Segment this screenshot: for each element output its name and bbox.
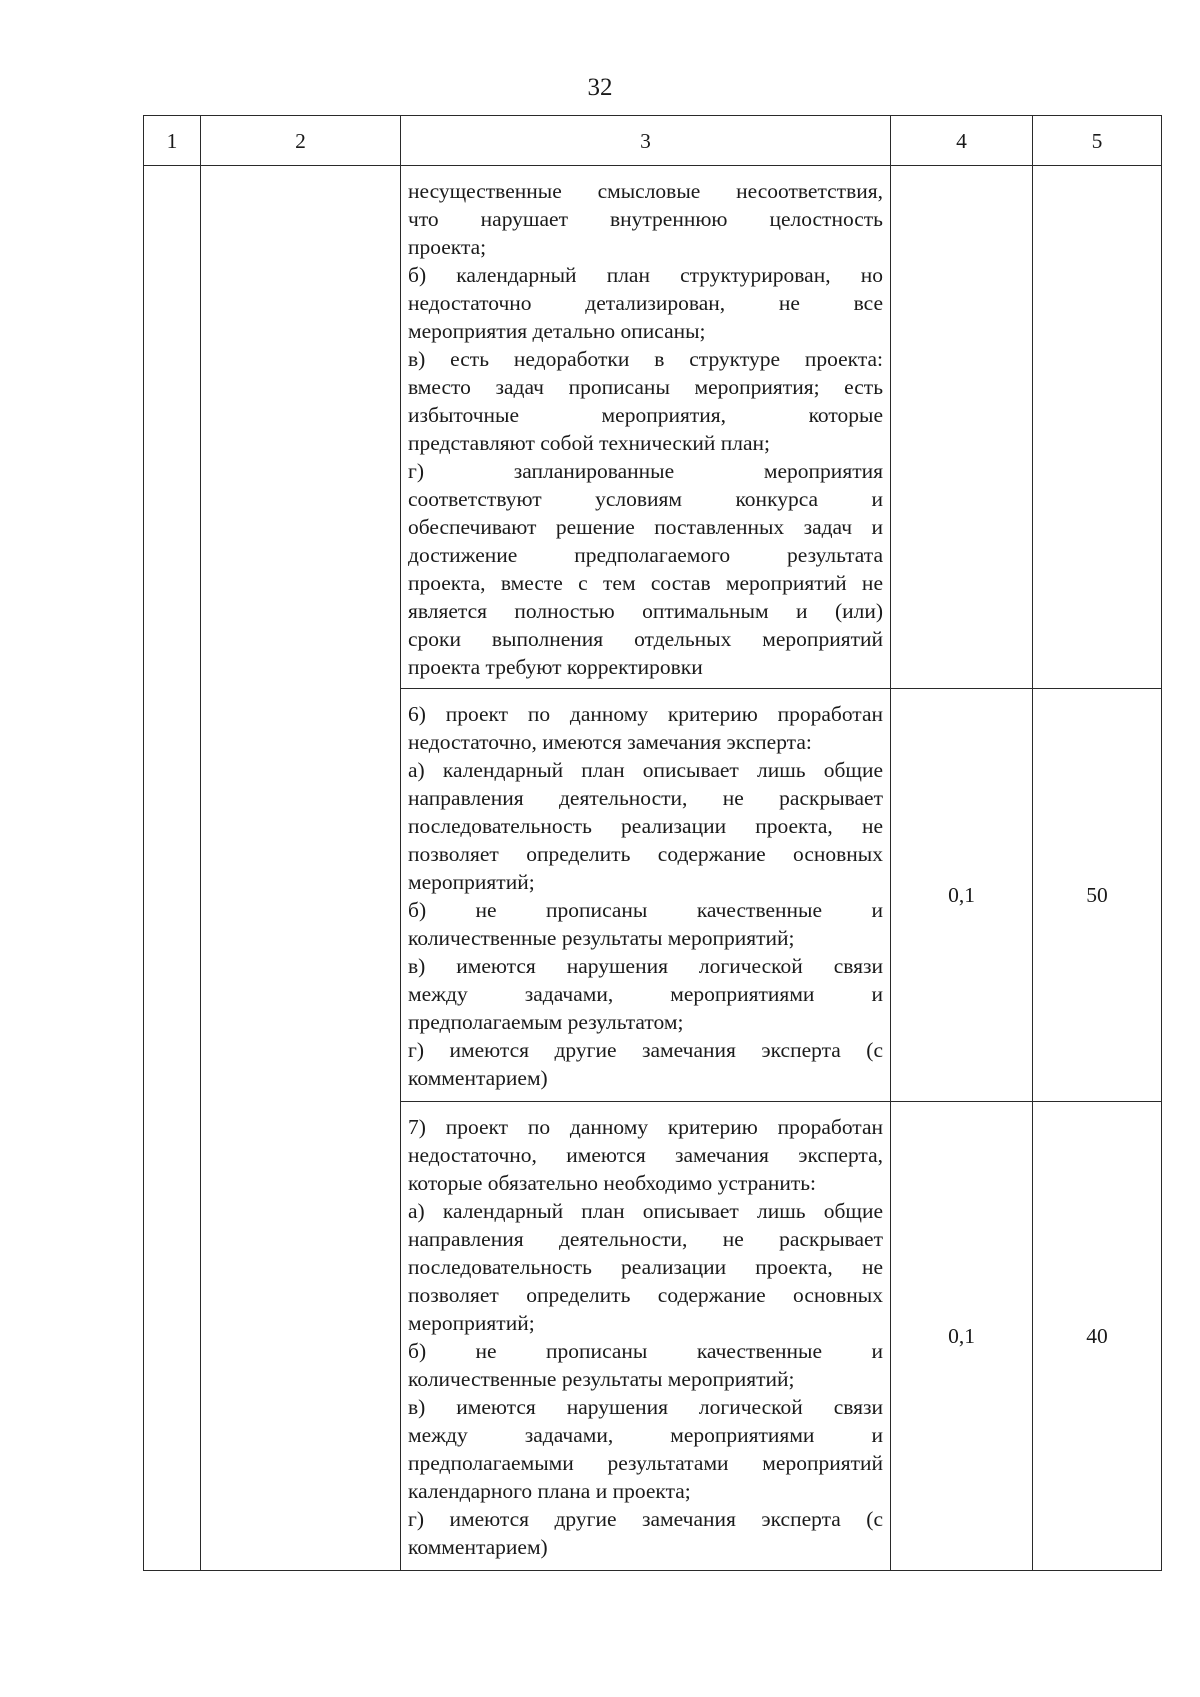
description-word: прописаны xyxy=(546,1339,648,1363)
description-line: предполагаемым результатом; xyxy=(408,1010,684,1034)
description-word: между xyxy=(408,982,468,1006)
description-word: условиям xyxy=(595,487,683,511)
description-line: что нарушает внутреннюю целостность xyxy=(408,207,883,231)
description-line xyxy=(408,896,883,924)
score-cell: 40 xyxy=(1033,1102,1162,1571)
description-line xyxy=(408,1337,883,1365)
description-line: г) имеются другие замечания эксперта (с xyxy=(408,1507,883,1531)
description-line: достижение предполагаемого результата xyxy=(408,543,883,567)
criterion-description xyxy=(401,689,891,1102)
description-line: комментарием) xyxy=(408,1535,548,1559)
description-line: в) имеются нарушения логической связи xyxy=(408,954,883,978)
description-line: 6) проект по данному критерию проработан xyxy=(408,702,883,726)
description-word: запланированные xyxy=(513,459,675,483)
description-line: предполагаемыми результатами мероприятий xyxy=(408,1451,883,1475)
coefficient-cell: 0,1 xyxy=(891,1102,1033,1571)
criterion-description xyxy=(401,166,891,689)
description-word: которые xyxy=(808,403,883,427)
description-word: мероприятия, xyxy=(601,403,727,427)
description-line: 7) проект по данному критерию проработан xyxy=(408,1115,883,1139)
description-word: соответствуют xyxy=(408,487,542,511)
description-line: которые обязательно необходимо устранить: xyxy=(408,1171,817,1195)
description-line: проекта, вместе с тем состав мероприятий не xyxy=(408,571,883,595)
description-line: недостаточно детализирован, не все xyxy=(408,291,883,315)
description-line: представляют собой технический план; xyxy=(408,431,771,455)
description-line: направления деятельности, не раскрывает xyxy=(408,786,883,810)
description-line xyxy=(408,401,883,429)
description-word: и xyxy=(871,1423,883,1447)
description-line: календарного плана и проекта; xyxy=(408,1479,691,1503)
description-word: мероприятия xyxy=(763,459,883,483)
description-word: не xyxy=(475,898,497,922)
criterion-description xyxy=(401,1102,891,1571)
description-line: вместо задач прописаны мероприятия; есть xyxy=(408,375,883,399)
description-line: обеспечивают решение поставленных задач и xyxy=(408,515,883,539)
description-word: г) xyxy=(408,459,424,483)
description-line: количественные результаты мероприятий; xyxy=(408,1367,795,1391)
description-word: б) xyxy=(408,1339,427,1363)
description-line: позволяет определить содержание основных xyxy=(408,1283,883,1307)
description-line: недостаточно, имеются замечания эксперта: xyxy=(408,730,812,754)
description-word: задачами, xyxy=(524,982,614,1006)
description-line xyxy=(408,485,883,513)
description-line: последовательность реализации проекта, не xyxy=(408,814,883,838)
description-line: несущественные смысловые несоответствия, xyxy=(408,179,883,203)
header-cell-4: 4 xyxy=(891,116,1033,166)
description-line: б) календарный план структурирован, но xyxy=(408,263,883,287)
description-word: качественные xyxy=(696,898,823,922)
description-line: а) календарный план описывает лишь общие xyxy=(408,758,883,782)
description-word: качественные xyxy=(696,1339,823,1363)
description-line xyxy=(408,1421,883,1449)
header-cell-5: 5 xyxy=(1033,116,1162,166)
description-line: направления деятельности, не раскрывает xyxy=(408,1227,883,1251)
description-word: прописаны xyxy=(546,898,648,922)
coefficient-cell: 0,1 xyxy=(891,689,1033,1102)
description-line: проекта; xyxy=(408,235,487,259)
description-line: позволяет определить содержание основных xyxy=(408,842,883,866)
description-word: задачами, xyxy=(524,1423,614,1447)
description-line: комментарием) xyxy=(408,1066,548,1090)
description-word: и xyxy=(871,982,883,1006)
description-line: в) есть недоработки в структуре проекта: xyxy=(408,347,883,371)
description-word: не xyxy=(475,1339,497,1363)
description-word: конкурса xyxy=(735,487,819,511)
description-word: мероприятиями xyxy=(670,1423,815,1447)
header-row xyxy=(144,116,1162,166)
description-word: и xyxy=(871,898,883,922)
description-line: сроки выполнения отдельных мероприятий xyxy=(408,627,883,651)
description-word: и xyxy=(871,1339,883,1363)
description-word: б) xyxy=(408,898,427,922)
description-line xyxy=(408,980,883,1008)
description-line: а) календарный план описывает лишь общие xyxy=(408,1199,883,1223)
page-number: 32 xyxy=(587,74,613,101)
header-cell-2: 2 xyxy=(201,116,401,166)
criteria-table xyxy=(143,115,1162,1571)
description-line: г) имеются другие замечания эксперта (с xyxy=(408,1038,883,1062)
score-cell: 50 xyxy=(1033,689,1162,1102)
column-2-cell xyxy=(201,166,401,1571)
table-row xyxy=(144,166,1162,689)
description-line: последовательность реализации проекта, не xyxy=(408,1255,883,1279)
description-line: мероприятий; xyxy=(408,870,535,894)
description-word: мероприятиями xyxy=(670,982,815,1006)
description-word: и xyxy=(871,487,883,511)
description-line: является полностью оптимальным и (или) xyxy=(408,599,883,623)
description-line: мероприятий; xyxy=(408,1311,535,1335)
description-line: мероприятия детально описаны; xyxy=(408,319,706,343)
score-cell xyxy=(1033,166,1162,689)
header-cell-1: 1 xyxy=(144,116,201,166)
coefficient-cell xyxy=(891,166,1033,689)
description-line: в) имеются нарушения логической связи xyxy=(408,1395,883,1419)
description-line: количественные результаты мероприятий; xyxy=(408,926,795,950)
header-cell-3: 3 xyxy=(401,116,891,166)
column-1-cell xyxy=(144,166,201,1571)
description-word: избыточные xyxy=(408,403,519,427)
description-line xyxy=(408,457,883,485)
description-word: между xyxy=(408,1423,468,1447)
description-line: проекта требуют корректировки xyxy=(408,655,703,679)
description-line: недостаточно, имеются замечания эксперта, xyxy=(408,1143,883,1167)
